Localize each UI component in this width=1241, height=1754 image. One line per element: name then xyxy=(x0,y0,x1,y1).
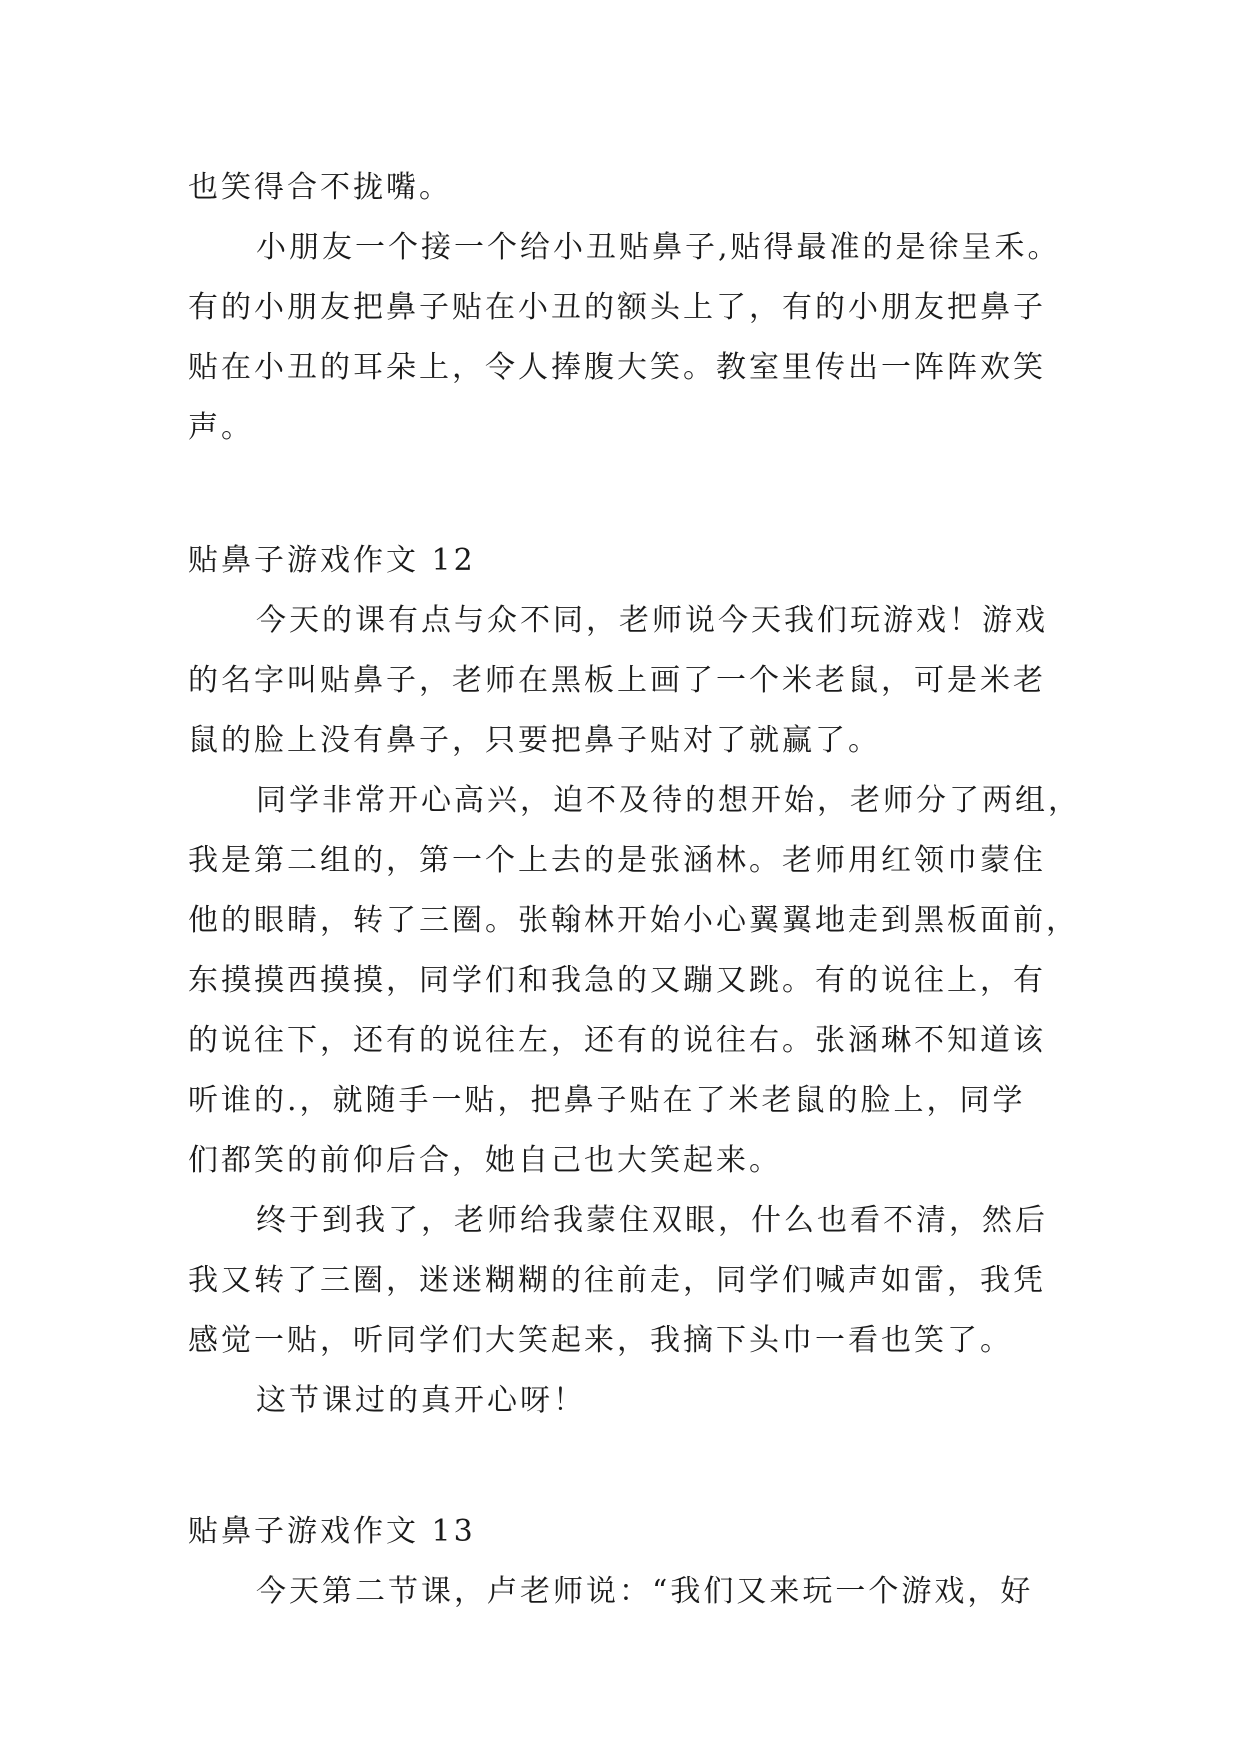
essay-title: 贴鼻子游戏作文 13 xyxy=(188,1514,476,1549)
text-line: 今天第二节课，卢老师说：“我们又来玩一个游戏，好 xyxy=(256,1574,1034,1609)
text-line: 声。 xyxy=(188,410,254,445)
text-line: 东摸摸西摸摸，同学们和我急的又蹦又跳。有的说往上，有 xyxy=(188,963,1046,998)
text-line: 感觉一贴，听同学们大笑起来，我摘下头巾一看也笑了。 xyxy=(188,1323,1013,1358)
text-line: 听谁的.，就随手一贴，把鼻子贴在了米老鼠的脸上，同学 xyxy=(188,1083,1026,1118)
section-gap xyxy=(188,458,1058,531)
text-line: 们都笑的前仰后合，她自己也大笑起来。 xyxy=(188,1143,782,1178)
text-line: 的名字叫贴鼻子，老师在黑板上画了一个米老鼠，可是米老 xyxy=(188,663,1046,698)
paragraph xyxy=(188,1191,1058,1371)
text-line: 今天的课有点与众不同，老师说今天我们玩游戏！游戏 xyxy=(256,603,1048,638)
text-line: 鼠的脸上没有鼻子，只要把鼻子贴对了就赢了。 xyxy=(188,723,881,758)
text-line: 有的小朋友把鼻子贴在小丑的额头上了，有的小朋友把鼻子 xyxy=(188,290,1046,325)
paragraph xyxy=(188,158,1058,218)
paragraph xyxy=(188,218,1061,458)
paragraph xyxy=(188,591,1058,771)
paragraph xyxy=(188,1371,1058,1431)
text-line: 我又转了三圈，迷迷糊糊的往前走，同学们喊声如雷，我凭 xyxy=(188,1263,1046,1298)
text-line: 同学非常开心高兴，迫不及待的想开始，老师分了两组， xyxy=(256,783,1081,818)
text-line: 终于到我了，老师给我蒙住双眼，什么也看不清，然后 xyxy=(256,1203,1048,1238)
section-gap xyxy=(188,1431,1058,1502)
text-line: 的说往下，还有的说往左，还有的说往右。张涵琳不知道该 xyxy=(188,1023,1046,1058)
text-line: 这节课过的真开心呀！ xyxy=(256,1383,586,1418)
paragraph xyxy=(188,1562,1058,1622)
document-page xyxy=(188,158,1081,1622)
text-line: 他的眼睛，转了三圈。张翰林开始小心翼翼地走到黑板面前， xyxy=(188,903,1079,938)
text-line: 贴在小丑的耳朵上，令人捧腹大笑。教室里传出一阵阵欢笑 xyxy=(188,350,1046,385)
text-line: 小朋友一个接一个给小丑贴鼻子,贴得最准的是徐呈禾。 xyxy=(256,230,1061,265)
text-line: 也笑得合不拢嘴。 xyxy=(188,170,452,205)
paragraph xyxy=(188,771,1081,1191)
essay-title: 贴鼻子游戏作文 12 xyxy=(188,543,476,578)
text-line: 我是第二组的，第一个上去的是张涵林。老师用红领巾蒙住 xyxy=(188,843,1046,878)
